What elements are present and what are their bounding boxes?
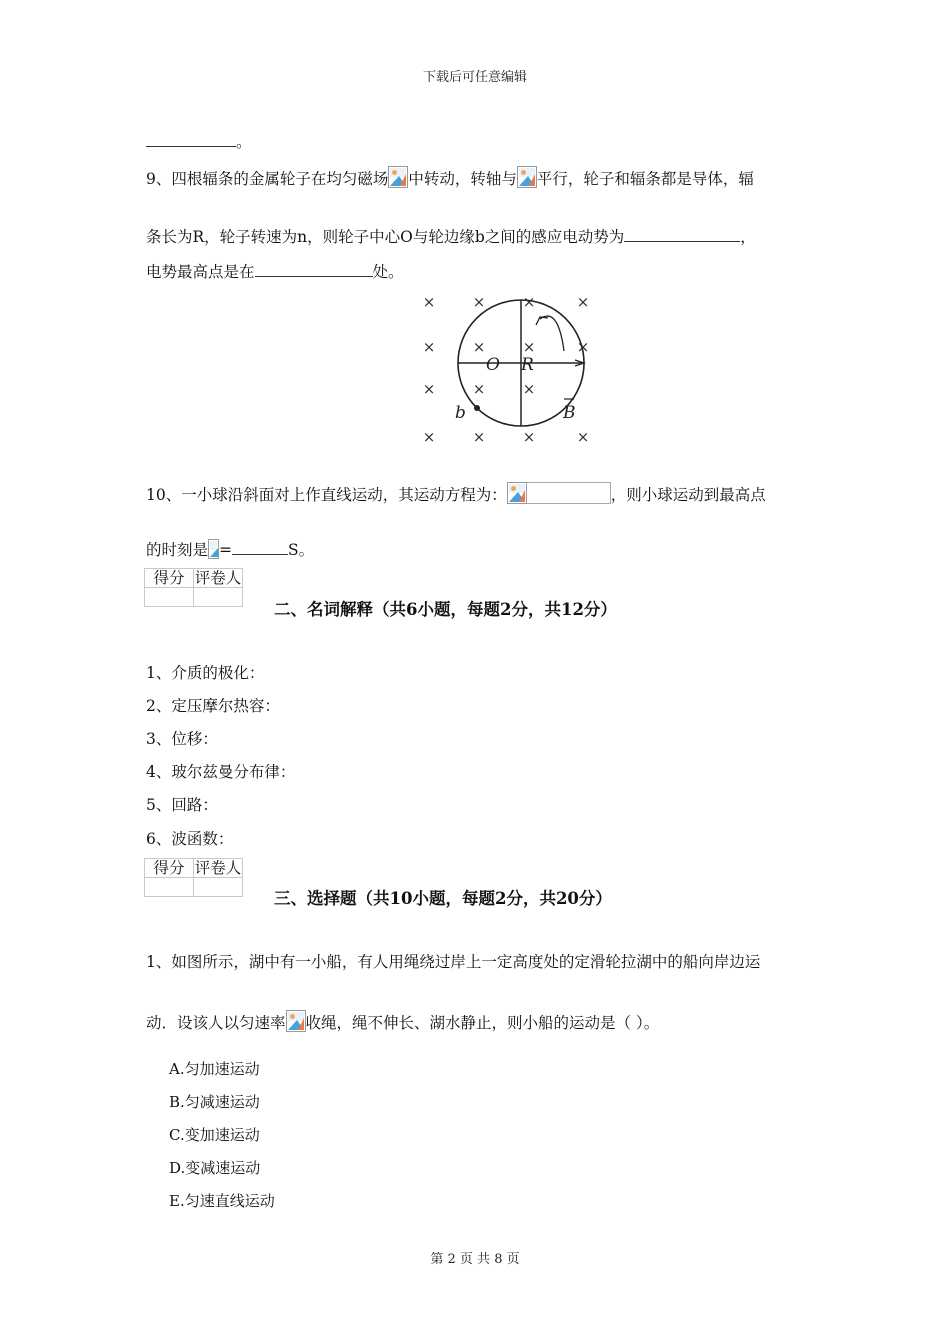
q9-line-3: 电势最高点是在 处。: [146, 263, 404, 281]
field-cross: ×: [472, 428, 486, 446]
page-header: 下载后可任意编辑: [422, 70, 527, 85]
field-cross: ×: [422, 293, 436, 311]
field-cross: ×: [422, 380, 436, 398]
label-O: O: [486, 355, 500, 375]
q10-line-1: 10、一小球沿斜面对上作直线运动，其运动方程为： ，则小球运动到最高点: [146, 482, 766, 505]
answer-blank: [624, 227, 740, 242]
mc-q1-line-1: 1、如图所示，湖中有一小船，有人用绳绕过岸上一定高度处的定滑轮拉湖中的船向岸边运: [146, 953, 761, 971]
grader-cell: [194, 588, 243, 607]
answer-blank: [255, 262, 373, 277]
q8-tail: 。: [146, 130, 252, 152]
term-item: 4、玻尔兹曼分布律：: [146, 763, 296, 781]
term-item: 2、定压摩尔热容：: [146, 697, 280, 715]
option-d: D.变减速运动: [169, 1159, 261, 1177]
field-cross: ×: [522, 380, 536, 398]
option-c: C.变加速运动: [169, 1126, 260, 1144]
image-placeholder-icon: [507, 482, 527, 504]
field-cross: ×: [522, 428, 536, 446]
score-cell: [145, 878, 194, 897]
option-e: E.匀速直线运动: [169, 1192, 275, 1210]
term-item: 5、回路：: [146, 796, 218, 814]
field-cross: ×: [576, 428, 590, 446]
field-cross: ×: [472, 338, 486, 356]
field-cross: ×: [522, 338, 536, 356]
field-cross: ×: [422, 338, 436, 356]
rotation-arrow: [540, 316, 564, 351]
mc-q1-line-2: 动．设该人以匀速率 收绳，绳不伸长、湖水静止，则小船的运动是（ ）。: [146, 1010, 659, 1033]
field-cross: ×: [472, 380, 486, 398]
score-header: 得分: [145, 859, 194, 878]
image-placeholder-icon: [208, 539, 219, 559]
answer-blank: [232, 540, 288, 555]
option-a: A.匀加速运动: [169, 1060, 260, 1078]
answer-blank: [146, 132, 236, 147]
field-cross: ×: [522, 293, 536, 311]
option-b: B.匀减速运动: [169, 1093, 260, 1111]
label-B: B: [563, 403, 576, 423]
section-2-title: 二、名词解释（共6小题，每题2分，共12分）: [274, 600, 617, 619]
label-b: b: [455, 403, 466, 423]
term-item: 3、位移：: [146, 730, 218, 748]
image-placeholder-icon: [286, 1010, 306, 1032]
score-table: [144, 858, 243, 897]
score-table: [144, 568, 243, 607]
section-3-title: 三、选择题（共10小题，每题2分，共20分）: [274, 889, 612, 908]
wheel-figure: [412, 286, 602, 455]
score-header: 得分: [145, 569, 194, 588]
term-item: 6、波函数：: [146, 830, 234, 848]
q10-line-2: 的时刻是 = S。: [146, 541, 315, 559]
q9-line-2: 条长为R，轮子转速为n，则轮子中心O与轮边缘b之间的感应电动势为 ，: [146, 228, 756, 246]
grader-header: 评卷人: [194, 859, 242, 877]
image-placeholder-icon: [388, 166, 408, 188]
label-R: R: [521, 355, 534, 375]
grader-header: 评卷人: [194, 569, 242, 587]
term-item: 1、介质的极化：: [146, 664, 265, 682]
wheel-diagram: [412, 286, 602, 451]
field-cross: ×: [576, 338, 590, 356]
equation-box: [527, 482, 611, 504]
grader-cell: [194, 878, 243, 897]
score-cell: [145, 588, 194, 607]
q9-line-1: 9、四根辐条的金属轮子在均匀磁场 中转动，转轴与 平行，轮子和辐条都是导体，辐: [146, 166, 754, 189]
image-placeholder-icon: [517, 166, 537, 188]
point-b-dot: [474, 405, 480, 411]
field-cross: ×: [472, 293, 486, 311]
page-footer: 第 2 页 共 8 页: [430, 1252, 520, 1267]
field-cross: ×: [576, 293, 590, 311]
field-cross: ×: [422, 428, 436, 446]
